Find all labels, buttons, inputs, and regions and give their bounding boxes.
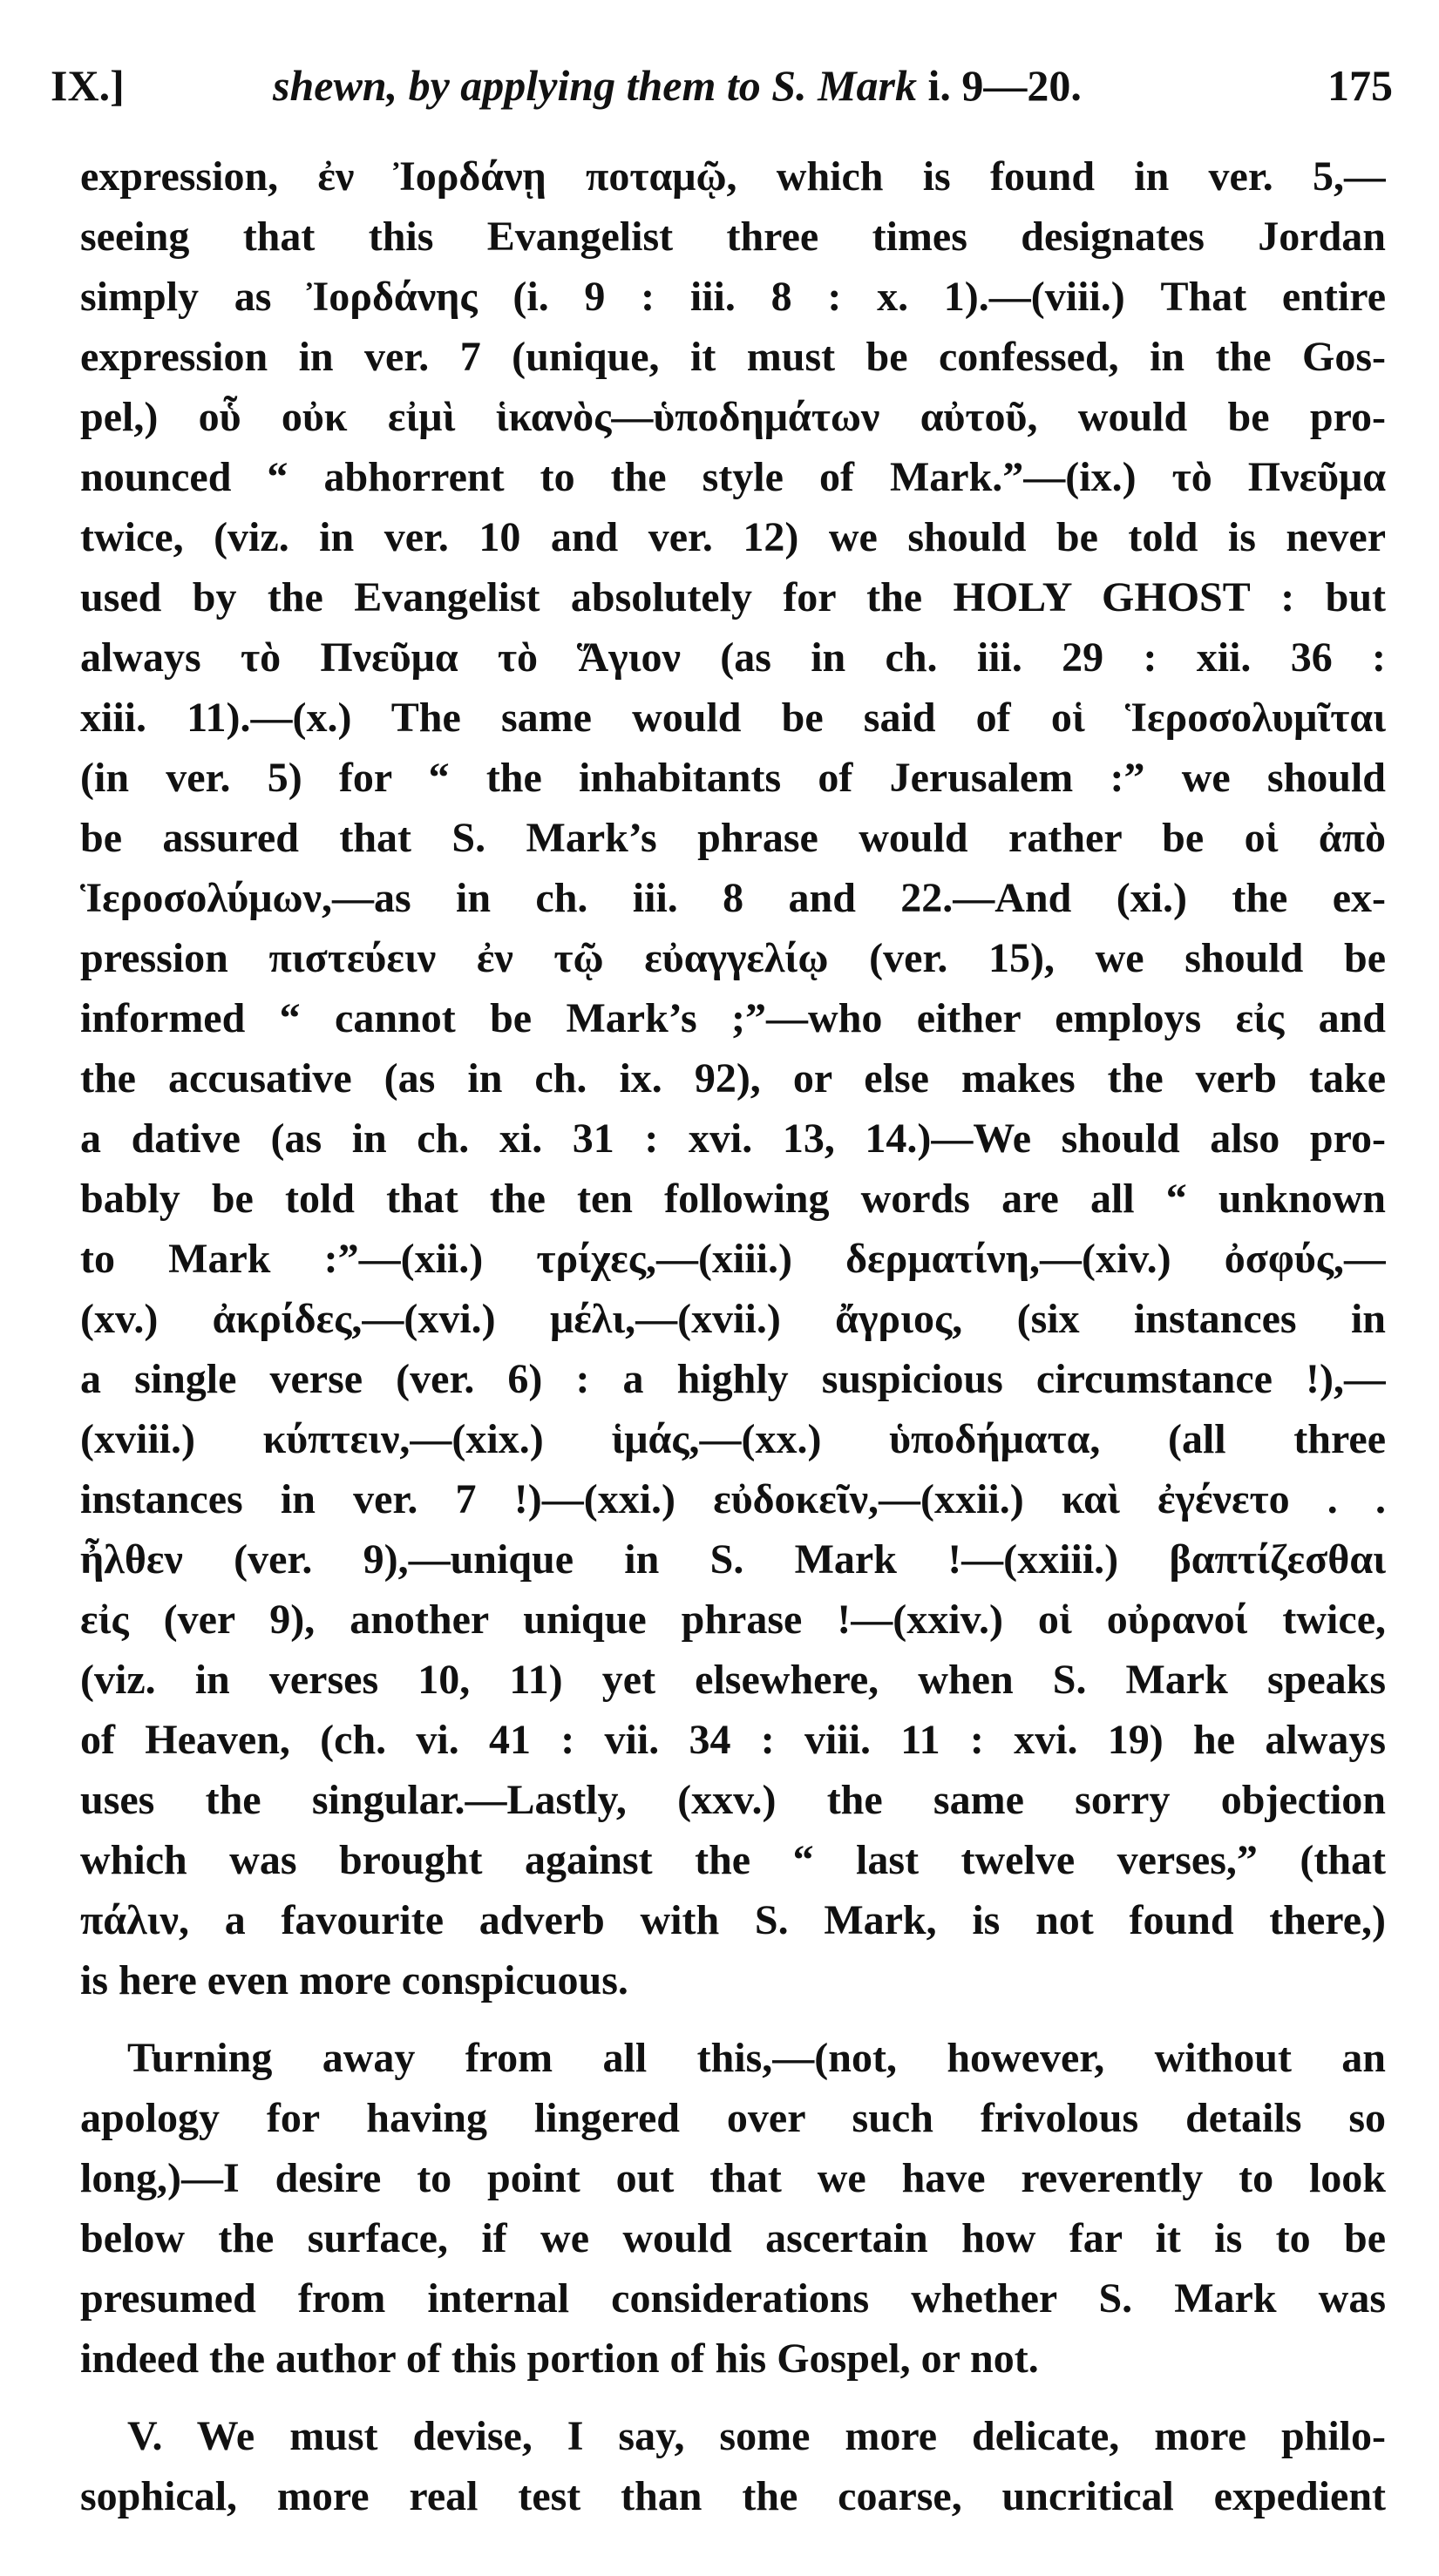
body-text — [80, 146, 1386, 2526]
text-line: which was brought against the “ last twelve verses,” (that — [80, 1837, 1386, 1883]
text-line: pression πιστεύειν ἐν τῷ εὐαγγελίῳ (ver. 15), we should be — [80, 935, 1386, 981]
text-line: Ἱεροσολύμων,—as in ch. iii. 8 and 22.—And (xi.) the ex- — [80, 875, 1386, 921]
text-line: instances in ver. 7 !)—(xxi.) εὐδοκεῖν,—(xxii.) καὶ ἐγένετο . . — [80, 1476, 1386, 1522]
text-line: apology for having lingered over such frivolous details so — [80, 2095, 1386, 2141]
text-line: (viz. in verses 10, 11) yet elsewhere, when S. Mark speaks — [80, 1657, 1386, 1703]
running-head — [51, 54, 1393, 117]
text-line: to Mark :”—(xii.) τρίχες,—(xiii.) δερματίνη,—(xiv.) ὀσφύς,— — [80, 1236, 1386, 1282]
text-line: V. We must devise, I say, some more delicate, more philo- — [127, 2413, 1386, 2459]
text-line: twice, (viz. in ver. 10 and ver. 12) we should be told is never — [80, 514, 1386, 560]
text-line: εἰς (ver 9), another unique phrase !—(xxiv.) οἱ οὐρανοί twice, — [80, 1596, 1386, 1643]
page-number: 175 — [1327, 61, 1393, 110]
text-line: always τὸ Πνεῦμα τὸ Ἅγιον (as in ch. iii. 29 : xii. 36 : — [80, 634, 1386, 681]
text-line: below the surface, if we would ascertain how far it is to be — [80, 2215, 1386, 2261]
paragraph-gap — [80, 2389, 1386, 2406]
text-line: bably be told that the ten following words are all “ unknown — [80, 1176, 1386, 1222]
paragraph-gap — [80, 2010, 1386, 2028]
text-line: (xv.) ἀκρίδες,—(xvi.) μέλι,—(xvii.) ἄγριος, (six instances in — [80, 1296, 1386, 1342]
text-line: seeing that this Evangelist three times designates Jordan — [80, 214, 1386, 260]
text-line: the accusative (as in ch. ix. 92), or else makes the verb take — [80, 1055, 1386, 1102]
text-line: of Heaven, (ch. vi. 41 : vii. 34 : viii. 11 : xvi. 19) he always — [80, 1717, 1386, 1763]
paragraph — [80, 2028, 1386, 2389]
text-line: used by the Evangelist absolutely for the HOLY GHOST : but — [80, 574, 1386, 620]
text-line: Turning away from all this,—(not, however, without an — [127, 2035, 1386, 2081]
text-line: xiii. 11).—(x.) The same would be said of οἱ Ἱεροσολυμῖται — [80, 695, 1386, 741]
text-line: pel,) οὗ οὐκ εἰμὶ ἱκανὸς—ὑποδημάτων αὐτοῦ, would be pro- — [80, 394, 1386, 440]
section-number: IX.] — [51, 61, 125, 110]
text-line: a dative (as in ch. xi. 31 : xvi. 13, 14.)—We should also pro- — [80, 1115, 1386, 1162]
text-line: sophical, more real test than the coarse, uncritical expedient — [80, 2473, 1386, 2519]
text-line: indeed the author of this portion of his Gospel, or not. — [80, 2335, 1039, 2382]
paragraph — [80, 2406, 1386, 2526]
text-line: expression in ver. 7 (unique, it must be confessed, in the Gos- — [80, 334, 1386, 380]
text-line: (xviii.) κύπτειν,—(xix.) ἱμάς,—(xx.) ὑποδήματα, (all three — [80, 1416, 1386, 1462]
text-line: (in ver. 5) for “ the inhabitants of Jerusalem :” we should — [80, 755, 1386, 801]
text-line: uses the singular.—Lastly, (xxv.) the same sorry objection — [80, 1777, 1386, 1823]
text-line: expression, ἐν Ἰορδάνῃ ποταμῷ, which is found in ver. 5,— — [80, 153, 1386, 200]
paragraph — [80, 146, 1386, 2010]
text-line: nounced “ abhorrent to the style of Mark.”—(ix.) τὸ Πνεῦμα — [80, 454, 1386, 500]
running-title — [273, 54, 1082, 117]
text-line: long,)—I desire to point out that we have reverently to look — [80, 2155, 1386, 2201]
text-line: be assured that S. Mark’s phrase would rather be οἱ ἀπὸ — [80, 815, 1386, 861]
text-line: informed “ cannot be Mark’s ;”—who either employs εἰς and — [80, 995, 1386, 1041]
text-line: simply as Ἰορδάνης (i. 9 : iii. 8 : x. 1).—(viii.) That entire — [80, 274, 1386, 320]
text-line: πάλιν, a favourite adverb with S. Mark, is not found there,) — [80, 1897, 1386, 1943]
text-line: a single verse (ver. 6) : a highly suspicious circumstance !),— — [80, 1356, 1386, 1402]
text-line: presumed from internal considerations whether S. Mark was — [80, 2275, 1386, 2322]
text-line: is here even more conspicuous. — [80, 1957, 628, 2003]
running-title-text: shewn, by applying them to S. Mark — [273, 61, 917, 110]
text-line: ἦλθεν (ver. 9),—unique in S. Mark !—(xxiii.) βαπτίζεσθαι — [80, 1536, 1386, 1583]
running-title-reference: i. 9—20. — [927, 61, 1082, 110]
